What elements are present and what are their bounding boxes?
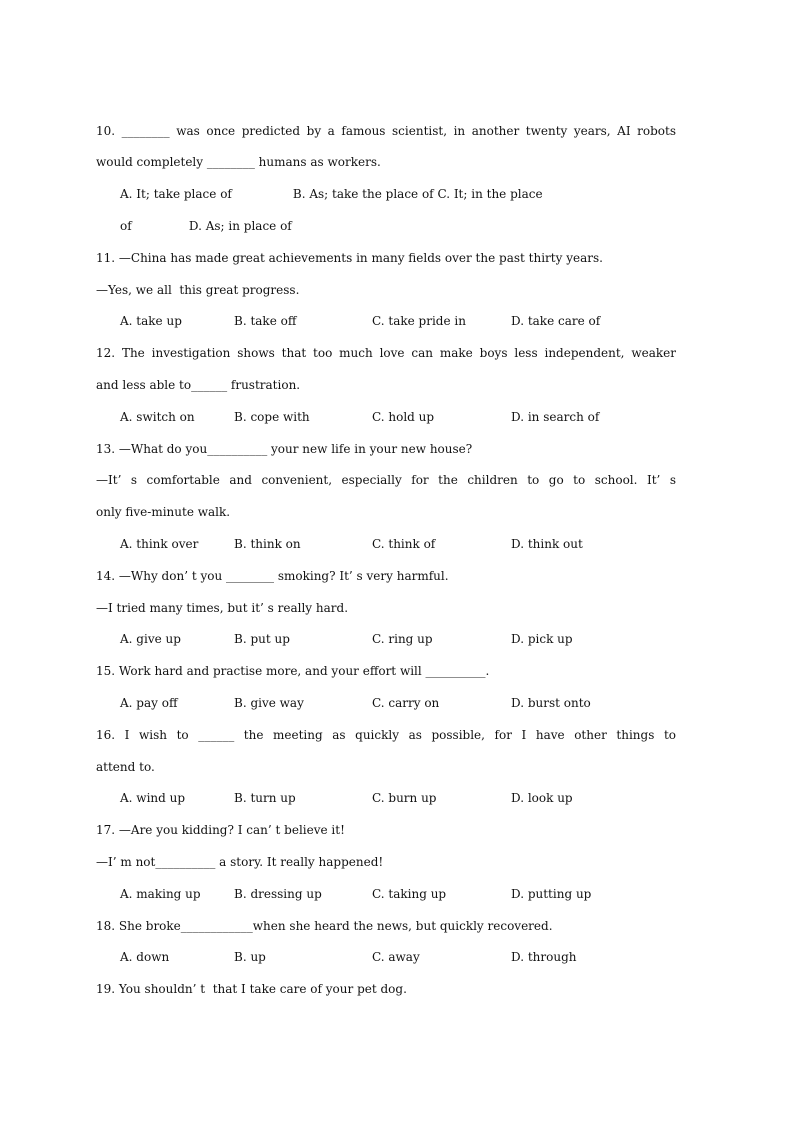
- question-16-option-d: D. look up: [511, 791, 573, 805]
- question-10-stem-line-2: would completely ________ humans as workers.: [96, 155, 381, 169]
- question-19-stem-line-1: 19. You shouldn’ t that I take care of your pet dog.: [96, 982, 407, 996]
- question-11-option-b: B. take off: [234, 314, 297, 328]
- question-14-option-d: D. pick up: [511, 632, 573, 646]
- question-13-option-b: B. think on: [234, 537, 301, 551]
- question-12-option-b: B. cope with: [234, 410, 310, 424]
- question-15-option-c: C. carry on: [372, 696, 440, 710]
- question-18-option-a: A. down: [120, 950, 170, 964]
- question-14-options: [120, 631, 680, 647]
- question-17-option-d: D. putting up: [511, 887, 592, 901]
- question-10-options-line-2: of D. As; in place of: [120, 219, 292, 233]
- question-18-option-d: D. through: [511, 950, 577, 964]
- question-13-stem-line-1: 13. —What do you__________ your new life in your new house?: [96, 442, 473, 456]
- question-17-option-b: B. dressing up: [234, 887, 322, 901]
- question-14-option-c: C. ring up: [372, 632, 433, 646]
- question-13-option-d: D. think out: [511, 537, 583, 551]
- question-10-options-line-1: A. It; take place of B. As; take the place of C. It; in the place: [120, 187, 543, 201]
- question-12-stem-line-1: 12. The investigation shows that too much love can make boys less independent, weaker: [96, 346, 676, 360]
- question-15-stem-line-1: 15. Work hard and practise more, and your effort will __________.: [96, 664, 490, 678]
- question-16-option-b: B. turn up: [234, 791, 296, 805]
- question-13-option-a: A. think over: [120, 537, 199, 551]
- question-14-option-a: A. give up: [120, 632, 181, 646]
- question-16-options: [120, 790, 680, 806]
- question-16-stem-line-1: 16. I wish to ______ the meeting as quickly as possible, for I have other things to: [96, 728, 676, 742]
- question-12-option-a: A. switch on: [120, 410, 195, 424]
- question-15-option-b: B. give way: [234, 696, 304, 710]
- question-17-stem-line-2: —I’ m not__________ a story. It really happened!: [96, 855, 384, 869]
- question-12-stem-line-2: and less able to______ frustration.: [96, 378, 301, 392]
- question-16-stem-line-2: attend to.: [96, 760, 155, 774]
- question-17-option-c: C. taking up: [372, 887, 447, 901]
- question-16-option-a: A. wind up: [120, 791, 186, 805]
- question-14-stem-line-1: 14. —Why don’ t you ________ smoking? It’ s very harmful.: [96, 569, 449, 583]
- question-11-options: [120, 313, 680, 329]
- question-17-options: [120, 886, 680, 902]
- question-15-options: [120, 695, 680, 711]
- question-11-option-a: A. take up: [120, 314, 182, 328]
- question-12-option-c: C. hold up: [372, 410, 435, 424]
- question-11-stem-line-1: 11. —China has made great achievements in many fields over the past thirty years.: [96, 251, 603, 265]
- question-14-option-b: B. put up: [234, 632, 290, 646]
- question-15-option-a: A. pay off: [120, 696, 178, 710]
- question-12-options: [120, 409, 680, 425]
- question-18-stem-line-1: 18. She broke____________when she heard the news, but quickly recovered.: [96, 919, 553, 933]
- question-11-option-c: C. take pride in: [372, 314, 466, 328]
- question-18-option-c: C. away: [372, 950, 420, 964]
- question-13-stem-line-2: —It’ s comfortable and convenient, especially for the children to go to school. It’ s: [96, 473, 676, 487]
- question-12-option-d: D. in search of: [511, 410, 600, 424]
- question-13-option-c: C. think of: [372, 537, 436, 551]
- question-13-stem-line-3: only five-minute walk.: [96, 505, 231, 519]
- question-11-option-d: D. take care of: [511, 314, 601, 328]
- question-18-options: [120, 949, 680, 965]
- question-17-stem-line-1: 17. —Are you kidding? I can’ t believe it!: [96, 823, 345, 837]
- question-16-option-c: C. burn up: [372, 791, 437, 805]
- question-10-stem-line-1: 10. ________ was once predicted by a famous scientist, in another twenty years, AI robots: [96, 124, 676, 138]
- question-15-option-d: D. burst onto: [511, 696, 591, 710]
- question-18-option-b: B. up: [234, 950, 266, 964]
- question-13-options: [120, 536, 680, 552]
- question-17-option-a: A. making up: [120, 887, 201, 901]
- question-14-stem-line-2: —I tried many times, but it’ s really hard.: [96, 601, 349, 615]
- question-11-stem-line-2: —Yes, we all this great progress.: [96, 283, 300, 297]
